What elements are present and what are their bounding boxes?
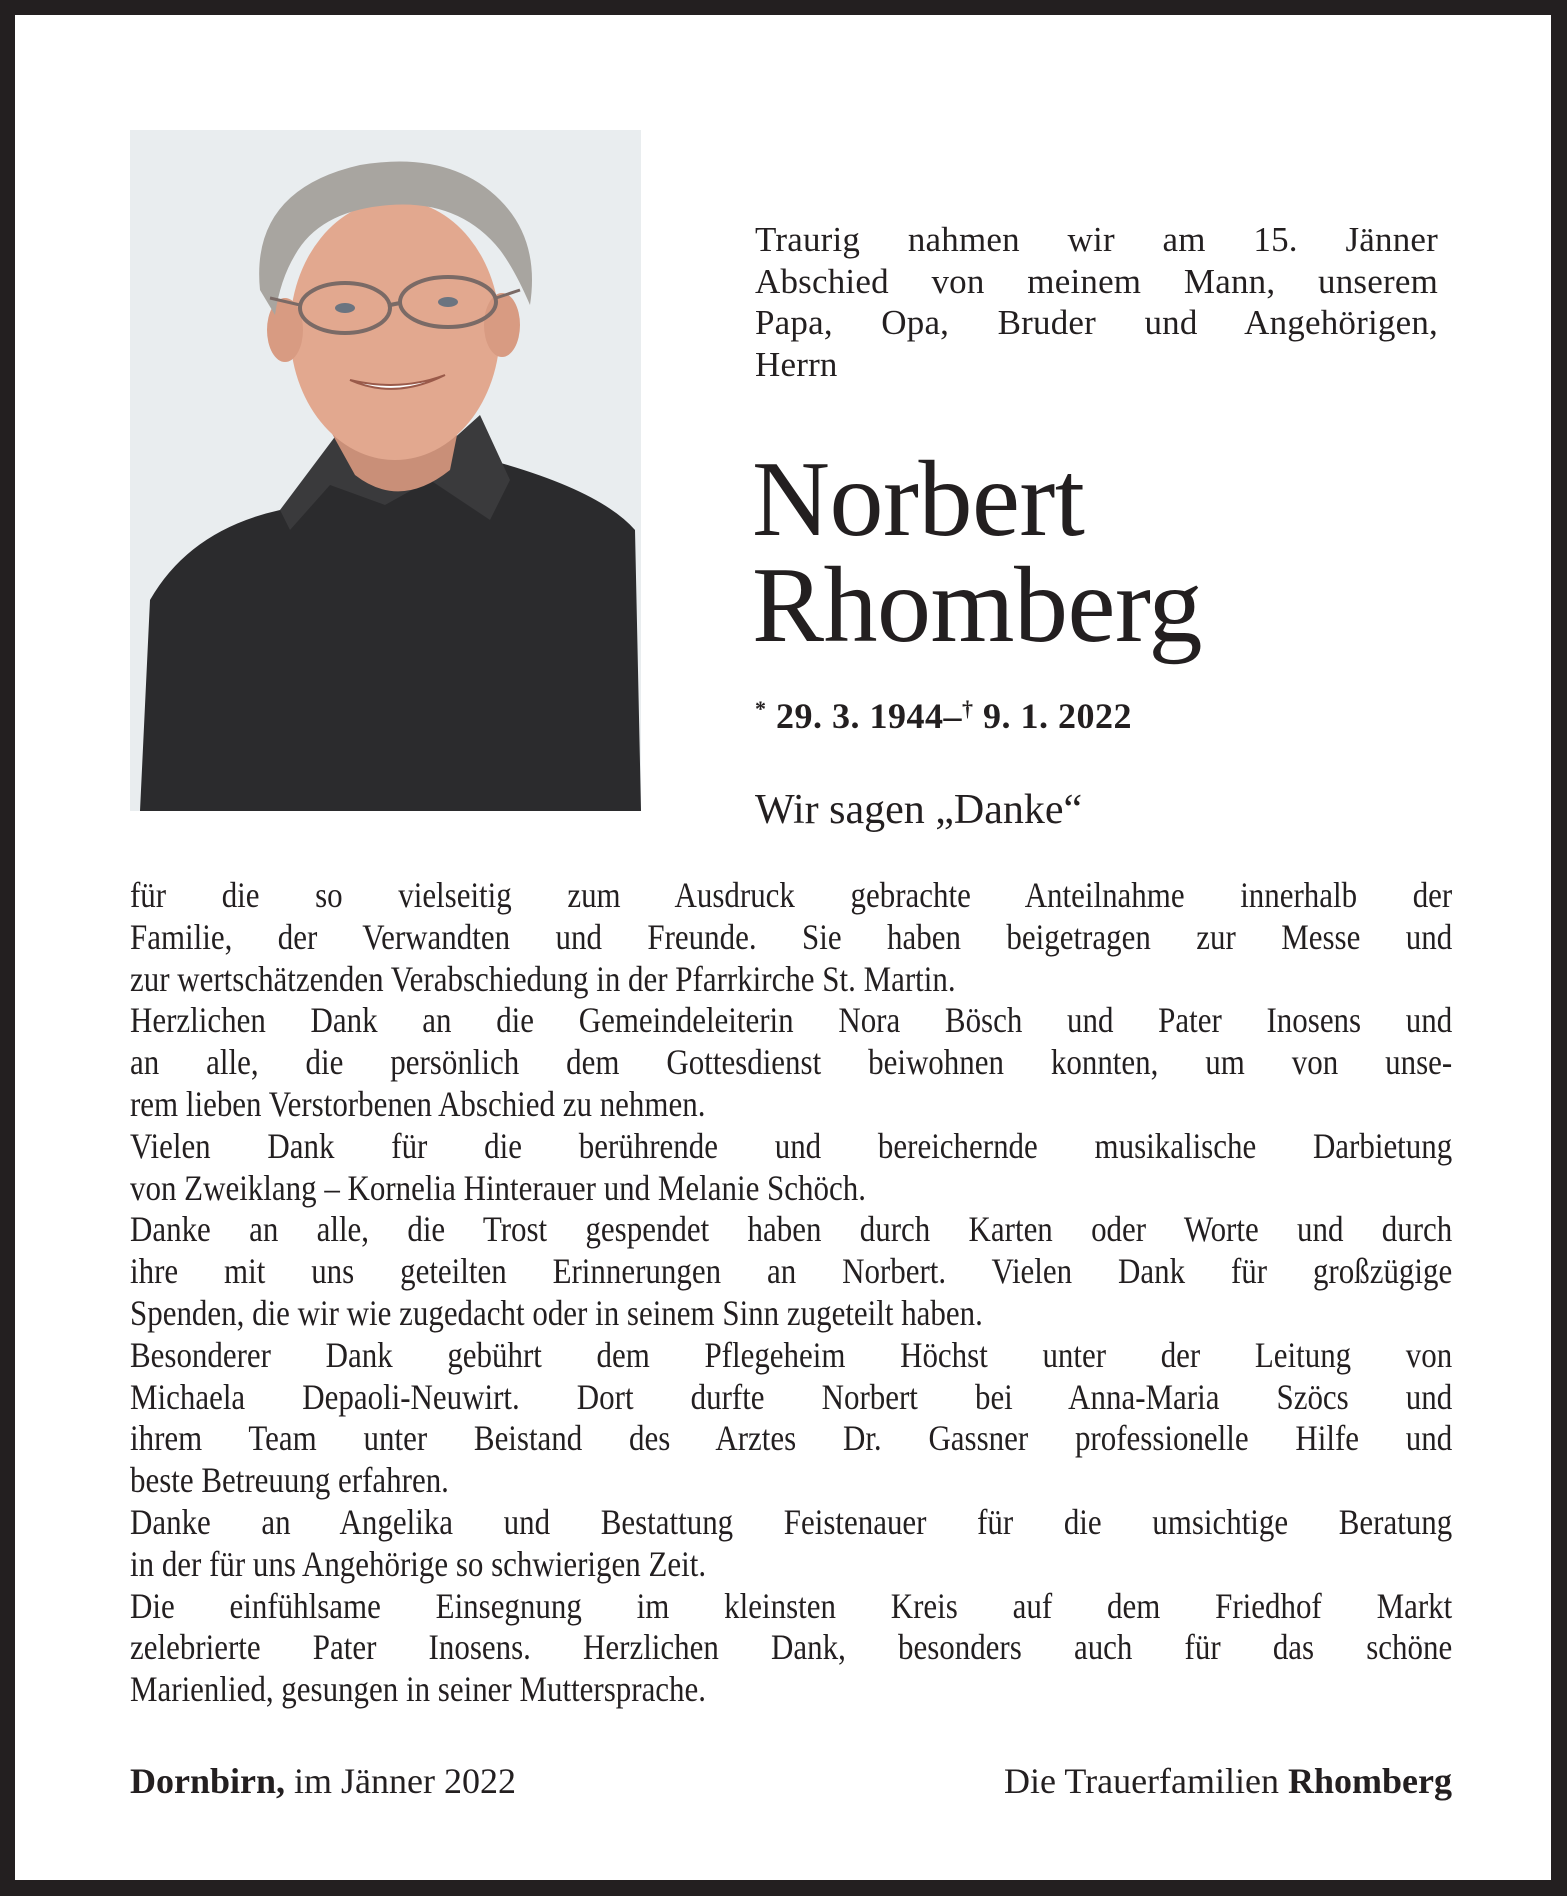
body-line: zur wertschätzenden Verabschiedung in der Pfarrkirche St. Martin. <box>130 958 956 999</box>
signature <box>1004 1759 1452 1803</box>
death-cross-icon: † <box>962 696 974 721</box>
portrait-photo <box>130 130 641 811</box>
body-line: ihrem Team unter Beistand des Arztes Dr. Gassner professionelle Hilfe und <box>130 1418 1453 1459</box>
body-line: zelebrierte Pater Inosens. Herzlichen Dank, besonders auch für das schöne <box>130 1627 1453 1668</box>
body-line: Vielen Dank für die berührende und bereichernde musikalische Darbietung <box>130 1125 1453 1166</box>
body-line: Spenden, die wir wie zugedacht oder in seinem Sinn zugeteilt haben. <box>130 1292 983 1333</box>
birth-star-icon: * <box>755 696 767 721</box>
body-line: Herzlichen Dank an die Gemeindeleiterin Nora Bösch und Pater Inosens und <box>130 1000 1453 1041</box>
body-line: für die so vielseitig zum Ausdruck gebrachte Anteilnahme innerhalb der <box>130 875 1453 915</box>
thanks-heading: Wir sagen „Danke“ <box>755 787 1083 833</box>
life-dates <box>755 695 1132 737</box>
place-and-date <box>130 1759 516 1803</box>
deceased-name <box>752 440 1202 665</box>
body-line: ihre mit uns geteilten Erinnerungen an Norbert. Vielen Dank für großzügige <box>130 1251 1453 1292</box>
signature-prefix: Die Trauerfamilien <box>1004 1761 1279 1801</box>
footer <box>130 1759 1452 1803</box>
date: im Jänner 2022 <box>294 1761 516 1801</box>
date-separator: – <box>943 696 962 736</box>
portrait-image <box>130 130 641 811</box>
body-line: in der für uns Angehörige so schwierigen Zeit. <box>130 1543 707 1584</box>
intro-line: Abschied von meinem Mann, unserem <box>755 261 1438 301</box>
body-line: Danke an alle, die Trost gespendet haben durch Karten oder Worte und durch <box>130 1209 1453 1250</box>
last-name: Rhomberg <box>752 546 1202 665</box>
body-line: Familie, der Verwandten und Freunde. Sie haben beigetragen zur Messe und <box>130 916 1453 957</box>
body-line: an alle, die persönlich dem Gottesdienst beiwohnen konnten, um von unse- <box>130 1042 1453 1083</box>
death-date: 9. 1. 2022 <box>983 696 1132 736</box>
thanks-body <box>130 875 1452 1711</box>
first-name: Norbert <box>752 440 1085 559</box>
signature-name: Rhomberg <box>1288 1761 1452 1801</box>
body-line: Besonderer Dank gebührt dem Pflegeheim Höchst unter der Leitung von <box>130 1334 1453 1375</box>
body-line: rem lieben Verstorbenen Abschied zu nehmen. <box>130 1083 706 1124</box>
body-line: Die einfühlsame Einsegnung im kleinsten Kreis auf dem Friedhof Markt <box>130 1585 1453 1626</box>
body-line: beste Betreuung erfahren. <box>130 1460 449 1501</box>
place: Dornbirn, <box>130 1761 286 1801</box>
body-line: Michaela Depaoli-Neuwirt. Dort durfte Norbert bei Anna-Maria Szöcs und <box>130 1376 1453 1417</box>
intro-text <box>755 219 1438 385</box>
body-line: von Zweiklang – Kornelia Hinterauer und Melanie Schöch. <box>130 1167 866 1208</box>
body-line: Danke an Angelika und Bestattung Feistenauer für die umsichtige Beratung <box>130 1501 1453 1542</box>
intro-line: Papa, Opa, Bruder und Angehörigen, <box>755 303 1438 342</box>
intro-line: Herrn <box>755 344 838 384</box>
birth-date: 29. 3. 1944 <box>776 696 944 736</box>
intro-line: Traurig nahmen wir am 15. Jänner <box>755 220 1438 259</box>
body-line: Marienlied, gesungen in seiner Muttersprache. <box>130 1669 707 1710</box>
obituary-notice <box>15 15 1551 1880</box>
